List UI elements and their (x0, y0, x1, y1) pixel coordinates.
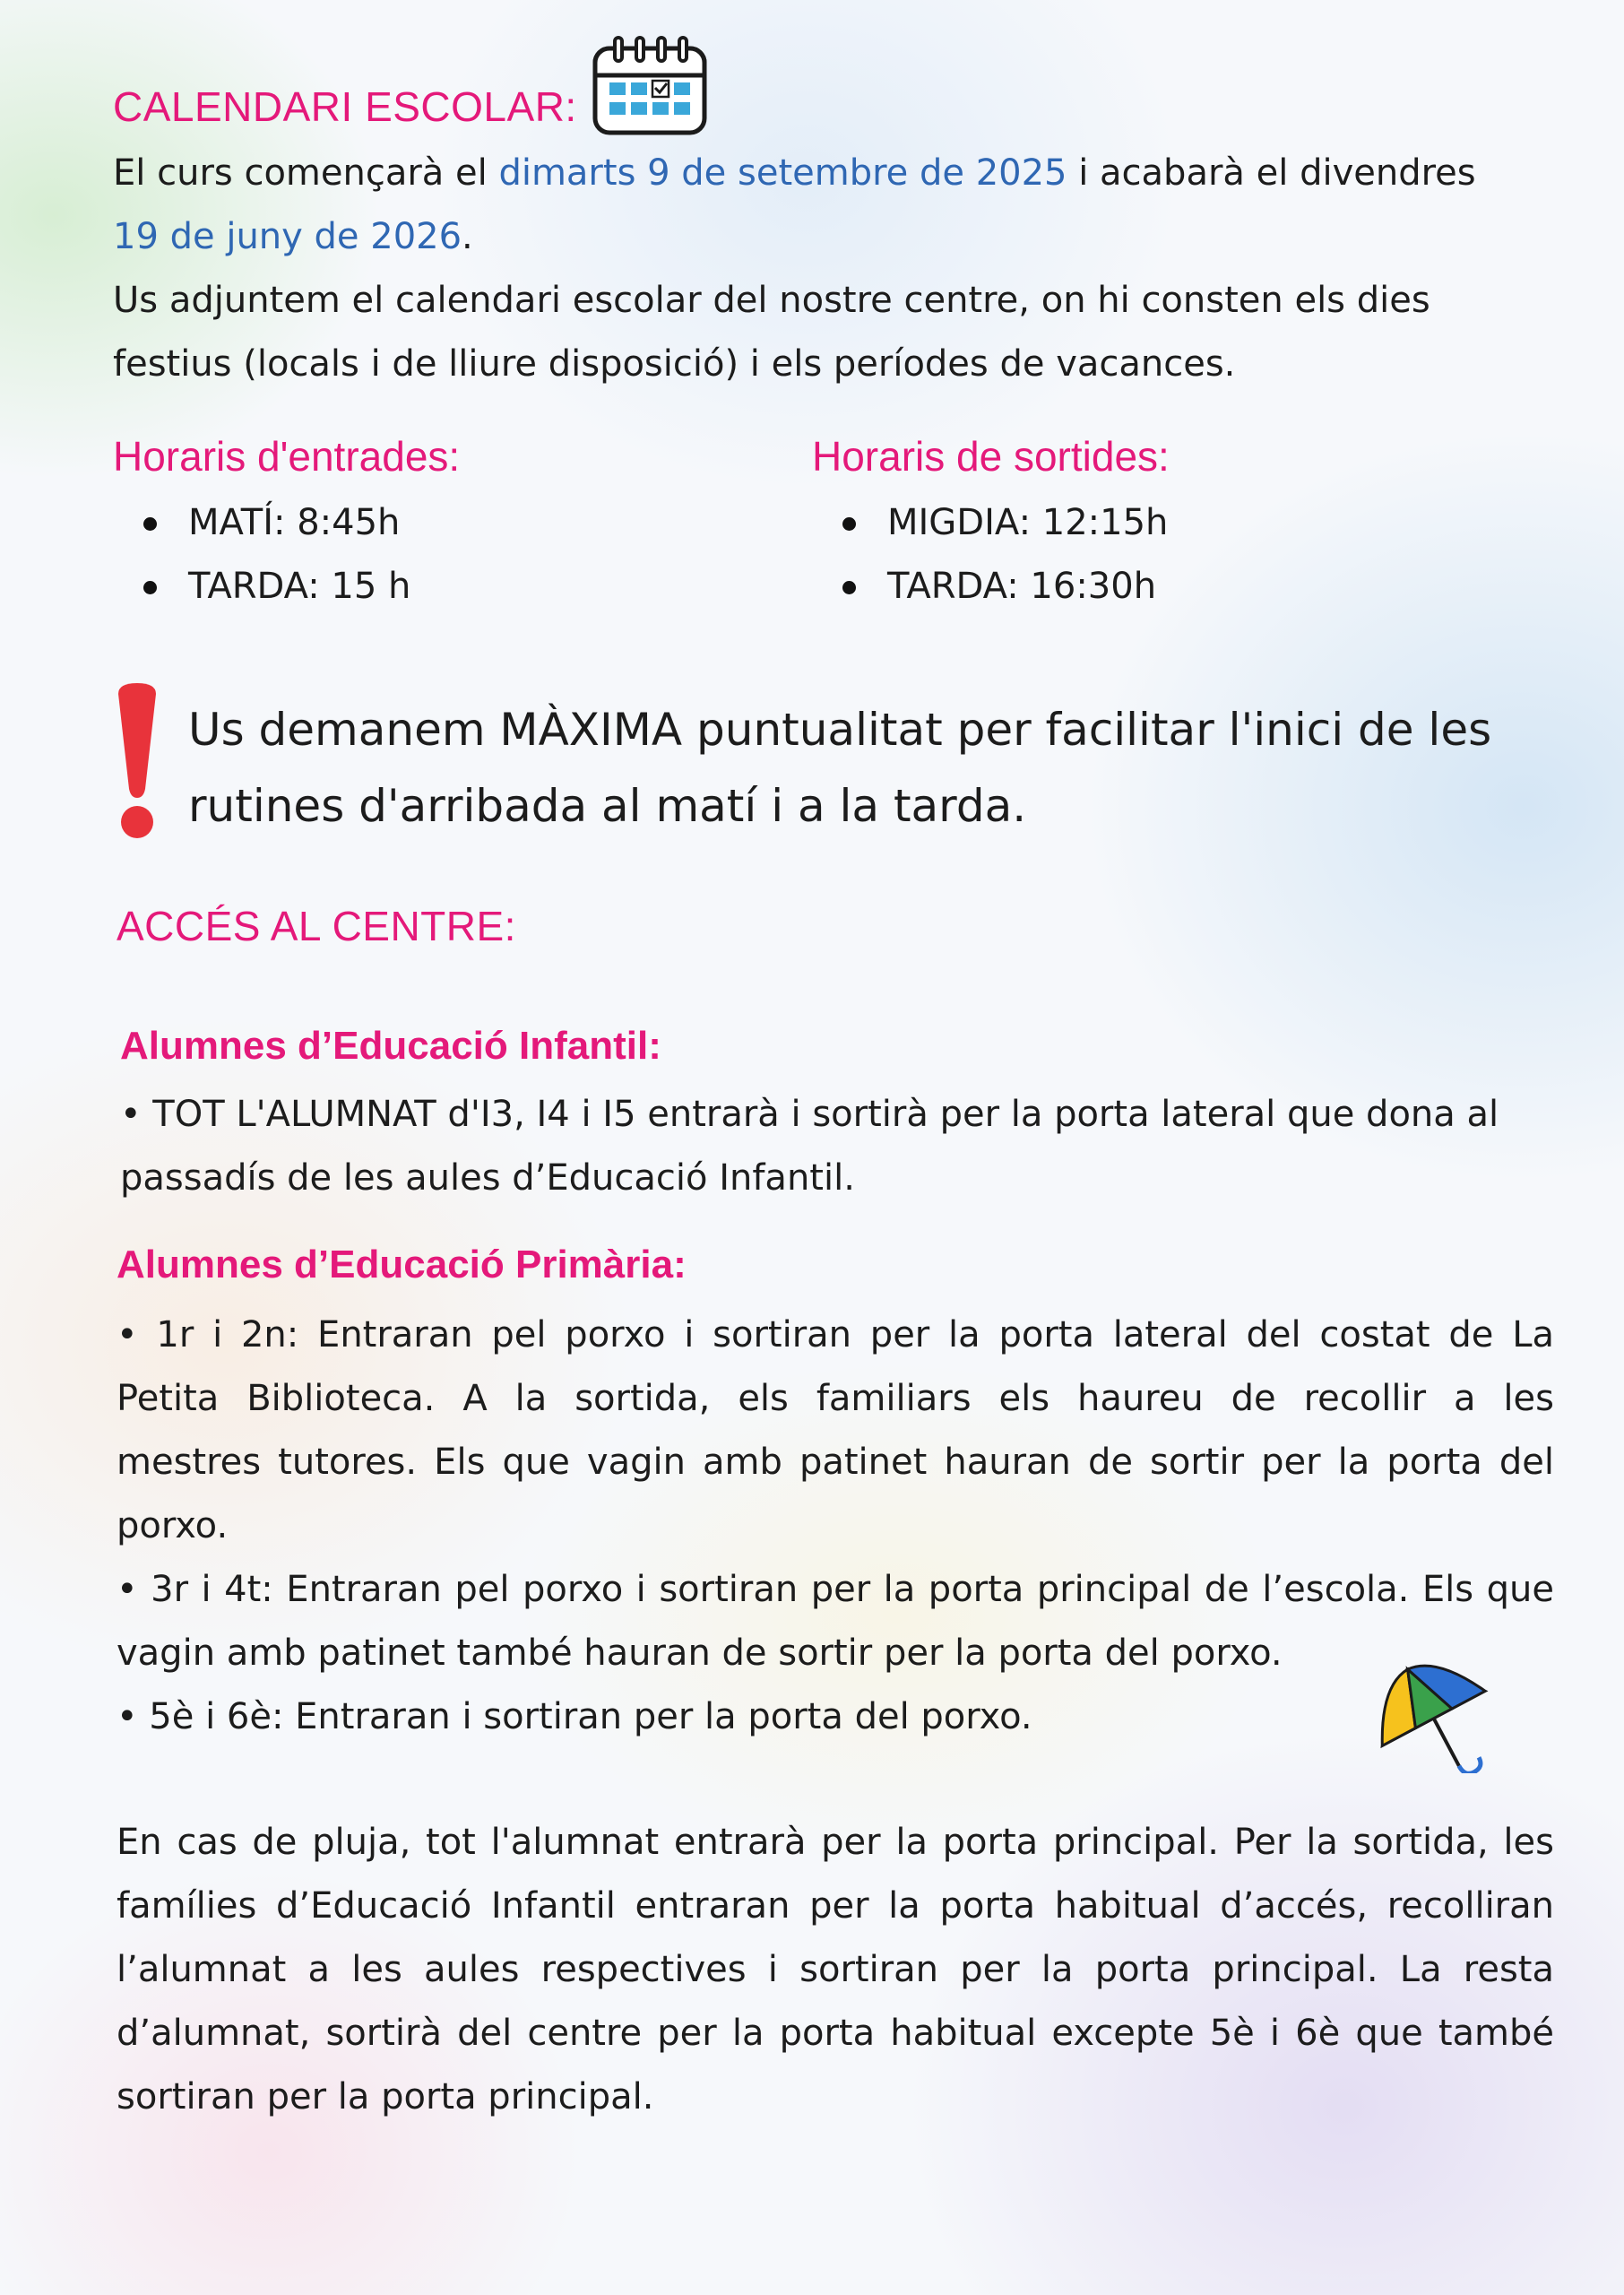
exits-title: Horaris de sortides: (812, 433, 1170, 480)
rain-paragraph: En cas de pluja, tot l'alumnat entrarà per la porta principal. Per la sortida, les famílies d’Educació Infantil entraran per la porta habitual d’accés, recolliran l’alumnat a les aules respectives i sortiran per la porta principal. La resta d’alumnat, sortirà del centre per la porta habitual excepte 5è i 6è que també sortiran per la porta principal. (117, 1822, 1554, 2117)
calendar-paragraph (113, 142, 1547, 396)
list-item: MIGDIA: 12:15h (812, 491, 1439, 555)
umbrella-icon (1362, 1657, 1497, 1773)
calendar-note-line-1: Us adjuntem el calendari escolar del nostre centre, on hi consten els dies (113, 280, 1430, 321)
calendar-note-line-2: festius (locals i de lliure disposició) i els períodes de vacances. (113, 343, 1236, 385)
calendar-check-icon (592, 36, 708, 136)
list-item: MATÍ: 8:45h (113, 491, 740, 555)
calendar-line-1: El curs començarà el dimarts 9 de setembre de 2025 i acabarà el divendres (113, 152, 1476, 194)
punctuality-notice: Us demanem MÀXIMA puntualitat per facilitar l'inici de les rutines d'arribada al matí i a la tarda. (188, 704, 1492, 832)
primaria-title: Alumnes d’Educació Primària: (117, 1243, 687, 1286)
entries-title: Horaris d'entrades: (113, 433, 461, 480)
calendar-title: CALENDARI ESCOLAR: (113, 83, 577, 130)
entries-list (113, 491, 740, 619)
list-item: TARDA: 15 h (113, 555, 740, 619)
start-date: dimarts 9 de setembre de 2025 (498, 152, 1067, 194)
calendar-line-2: 19 de juny de 2026. (113, 216, 473, 257)
list-item: TARDA: 16:30h (812, 555, 1439, 619)
access-title: ACCÉS AL CENTRE: (117, 903, 516, 949)
exits-list (812, 491, 1439, 619)
infantil-title: Alumnes d’Educació Infantil: (120, 1024, 661, 1068)
end-date: 19 de juny de 2026 (113, 216, 462, 257)
infantil-paragraph: • TOT L'ALUMNAT d'I3, I4 i I5 entrarà i sortirà per la porta lateral que dona al passadís de les aules d’Educació Infantil. (120, 1094, 1499, 1199)
exclamation-icon (115, 683, 160, 840)
primaria-paragraph: • 1r i 2n: Entraran pel porxo i sortiran per la porta lateral del costat de La Petita Biblioteca. A la sortida, els familiars els haureu de recollir a les mestres tutores. Els que vagin amb patinet hauran de sortir per la porta del porxo. • 3r i 4t: Entraran pel porxo i sortiran per la porta principal de l’escola. Els que vagin amb patinet també hauran de sortir per la porta del porxo. • 5è i 6è: Entraran i sortiran per la porta del porxo. (117, 1314, 1554, 1737)
